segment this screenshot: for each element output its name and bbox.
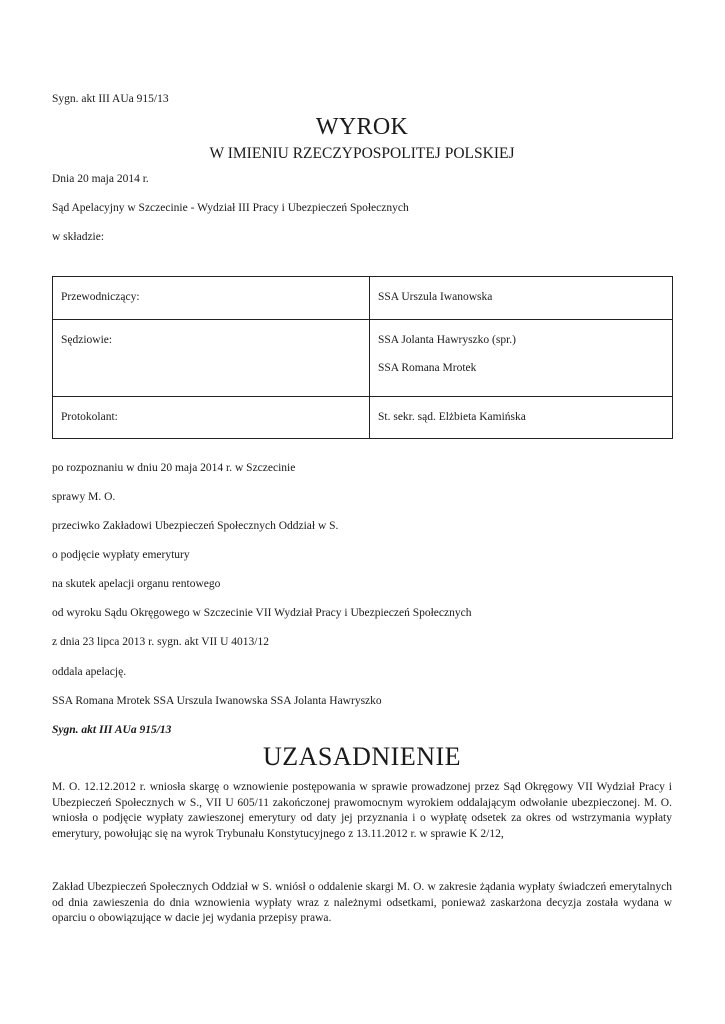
judge-name: SSA Romana Mrotek	[378, 362, 477, 374]
panel-role: Protokolant:	[53, 397, 370, 439]
justification-paragraph: Zakład Ubezpieczeń Społecznych Oddział w S. wniósł o oddalenie skargi M. O. w zakresie żądania wypłaty świadczeń emerytalnych od dnia zawieszenia do dnia wznowienia wypłaty wraz z należnymi odsetkami, ponieważ zaskarżona decyzja została wydana w oparciu o obowiązujące w dacie jej wydania przepisy prawa.	[52, 881, 672, 924]
panel-names	[370, 397, 673, 439]
court-name: Sąd Apelacyjny w Szczecinie - Wydział III Pracy i Ubezpieczeń Społecznych	[52, 202, 409, 214]
panel-role: Przewodniczący:	[53, 277, 370, 320]
body-line: po rozpoznaniu w dniu 20 maja 2014 r. w Szczecinie	[52, 462, 296, 474]
judgment-subtitle: W IMIENIU RZECZYPOSPOLITEJ POLSKIEJ	[209, 145, 515, 162]
justification-heading: UZASADNIENIE	[262, 742, 462, 771]
panel-table	[52, 276, 673, 439]
body-line: przeciwko Zakładowi Ubezpieczeń Społecznych Oddział w S.	[52, 520, 339, 532]
panel-names	[370, 277, 673, 320]
body-line: sprawy M. O.	[52, 491, 116, 503]
panel-names	[370, 320, 673, 397]
verdict-line: oddala apelację.	[52, 666, 127, 678]
justification-signature: Sygn. akt III AUa 915/13	[52, 724, 172, 736]
judge-name: SSA Urszula Iwanowska	[378, 291, 493, 303]
judgment-title: WYROK	[315, 114, 409, 140]
panel-row-presiding	[53, 277, 673, 320]
judgment-date: Dnia 20 maja 2014 r.	[52, 173, 149, 185]
case-signature: Sygn. akt III AUa 915/13	[52, 93, 169, 105]
judge-name: SSA Jolanta Hawryszko (spr.)	[378, 334, 516, 346]
judges-signatures: SSA Romana Mrotek SSA Urszula Iwanowska SSA Jolanta Hawryszko	[52, 695, 382, 707]
body-line: na skutek apelacji organu rentowego	[52, 578, 221, 590]
panel-row-judges	[53, 320, 673, 397]
panel-role: Sędziowie:	[53, 320, 370, 397]
justification-paragraph: M. O. 12.12.2012 r. wniosła skargę o wznowienie postępowania w sprawie prowadzonej przez Sąd Okręgowy VII Wydział Pracy i Ubezpieczeń Społecznych w S., VII U 605/11 zakończonej prawomocnym wyrokiem oddalającym odwołanie ubezpieczonej. M. O. wniosła o podjęcie wypłaty zawieszonej emerytury od daty jej przyznania i o wypłatę odsetek za okres od wstrzymania wypłaty emerytury, powołując się na wyrok Trybunału Konstytucyjnego z 13.11.2012 r. w sprawie K 2/12,	[52, 781, 672, 840]
body-line: o podjęcie wypłaty emerytury	[52, 549, 190, 561]
clerk-name: St. sekr. sąd. Elżbieta Kamińska	[378, 411, 526, 423]
body-line: od wyroku Sądu Okręgowego w Szczecinie VII Wydział Pracy i Ubezpieczeń Społecznych	[52, 607, 472, 619]
composition-label: w składzie:	[52, 231, 105, 243]
body-line: z dnia 23 lipca 2013 r. sygn. akt VII U 4013/12	[52, 636, 269, 648]
panel-row-clerk	[53, 397, 673, 439]
